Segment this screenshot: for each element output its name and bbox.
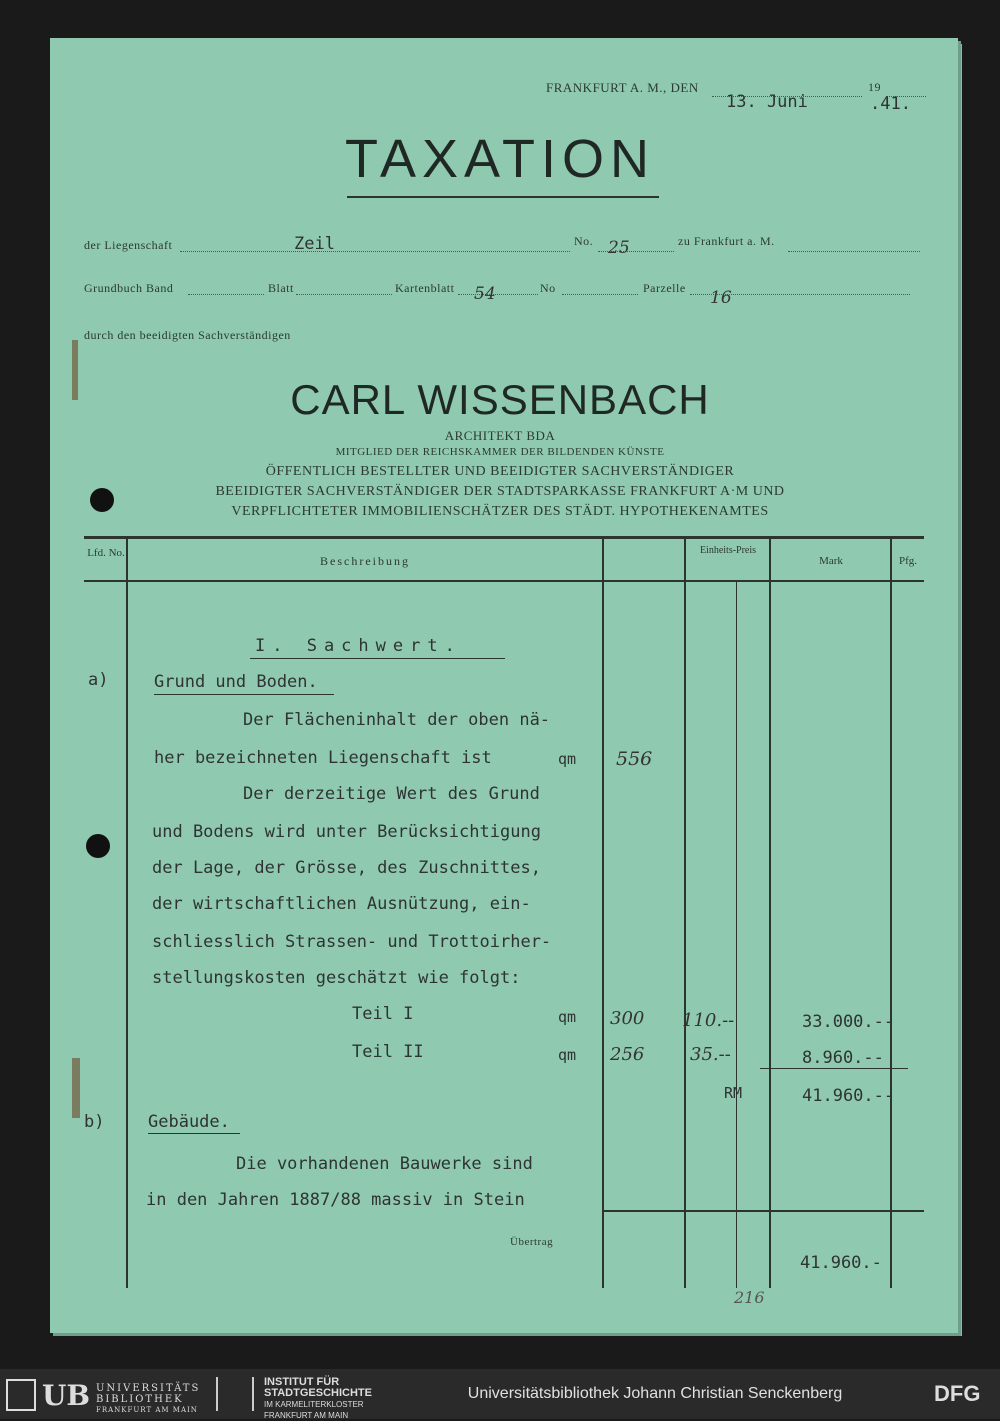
b-heading-underline	[148, 1133, 240, 1134]
letterhead-name: CARL WISSENBACH	[290, 376, 710, 423]
col-divider-2	[602, 538, 604, 1288]
no2-line	[562, 294, 638, 295]
a-heading: Grund und Boden.	[154, 672, 318, 692]
kartenblatt-value: 54	[474, 284, 496, 304]
col-header-lfd: Lfd. No.	[87, 547, 125, 559]
letterhead-line4: BEEIDIGTER SACHVERSTÄNDIGER DER STADTSPARKASSE FRANKFURT A·M UND	[215, 484, 785, 499]
liegenschaft-line	[180, 251, 570, 252]
letterhead-line3: ÖFFENTLICH BESTELLTER UND BEEIDIGTER SACHVERSTÄNDIGER	[265, 464, 735, 479]
teil2-label: Teil II	[352, 1042, 424, 1062]
b-text-line-2: in den Jahren 1887/88 massiv in Stein	[146, 1190, 525, 1210]
footer-bar	[0, 1369, 1000, 1419]
teil1-qm: 300	[610, 1008, 645, 1029]
date-value: 13. Juni	[726, 92, 808, 112]
parzelle-value: 16	[710, 288, 732, 308]
document-page	[50, 38, 958, 1333]
footer-institution-text[interactable]: Universitätsbibliothek Johann Christian Senckenberg	[467, 1385, 843, 1402]
staple-mark-bottom	[72, 1058, 80, 1118]
col-divider-3	[684, 538, 686, 1288]
teil2-unit: qm	[558, 1046, 577, 1064]
teil2-mark: 8.960.--	[802, 1048, 884, 1068]
ub-logo: UB	[42, 1379, 91, 1412]
blatt-label: Blatt	[268, 281, 294, 295]
punch-hole-bottom	[86, 834, 110, 858]
teil1-label: Teil I	[352, 1004, 414, 1024]
text-line-1: Der Flächeninhalt der oben nä-	[243, 710, 551, 730]
ub-name-line3: FRANKFURT AM MAIN	[96, 1406, 198, 1414]
text-line-5: der Lage, der Grösse, des Zuschnittes,	[152, 858, 541, 878]
text-line-3: Der derzeitige Wert des Grund	[243, 784, 540, 804]
no-value: 25	[608, 238, 630, 258]
parzelle-label: Parzelle	[643, 281, 686, 295]
b-text-line-1: Die vorhandenen Bauwerke sind	[236, 1154, 533, 1174]
teil1-price: 110.--	[682, 1010, 735, 1031]
no2-label: No	[540, 281, 556, 295]
liegenschaft-label: der Liegenschaft	[84, 238, 173, 252]
blatt-line	[296, 294, 392, 295]
ub-name-line1: UNIVERSITÄTS	[96, 1383, 201, 1394]
grundbuch-label: Grundbuch Band	[84, 281, 174, 295]
isg-line3: IM KARMELITERKLOSTER	[264, 1400, 364, 1409]
uebertrag-label: Übertrag	[510, 1236, 554, 1248]
grundbuch-line	[188, 294, 264, 295]
isg-arch-icon	[216, 1377, 254, 1411]
teil2-price: 35.--	[690, 1044, 731, 1065]
isg-line1: INSTITUT FÜR	[264, 1376, 340, 1388]
letterhead-line1: ARCHITEKT BDA	[444, 428, 556, 443]
no-label: No.	[574, 234, 594, 248]
place-date-label: FRANKFURT A. M., DEN	[546, 80, 699, 95]
table-top-rule	[84, 536, 924, 539]
uebertrag-value: 41.960.-	[800, 1253, 882, 1273]
dfg-logo: DFG	[934, 1381, 981, 1406]
subtotal-rule	[760, 1068, 908, 1069]
col-header-einheitspreis: Einheits-Preis	[699, 545, 757, 556]
year-prefix: 19	[868, 80, 881, 94]
table-header-rule	[84, 580, 924, 582]
teil1-mark: 33.000.--	[802, 1012, 895, 1032]
letterhead-line5: VERPFLICHTETER IMMOBILIENSCHÄTZER DES STÄDT. HYPOTHEKENAMTES	[231, 504, 769, 519]
col-header-beschreibung: Beschreibung	[320, 554, 410, 568]
document-title: TAXATION	[344, 129, 655, 189]
text-line-7: schliesslich Strassen- und Trottoirher-	[152, 932, 552, 952]
section-title: I. Sachwert.	[255, 636, 462, 656]
b-label: b)	[84, 1112, 105, 1132]
liegenschaft-value: Zeil	[294, 234, 335, 254]
col-divider-3b	[736, 582, 737, 1288]
ub-crest-icon	[6, 1379, 36, 1411]
kartenblatt-label: Kartenblatt	[395, 281, 455, 295]
teil2-qm: 256	[610, 1044, 645, 1065]
punch-hole-top	[90, 488, 114, 512]
col-divider-4	[769, 538, 771, 1288]
line2-unit: qm	[558, 750, 577, 768]
section-title-underline	[250, 658, 505, 659]
b-heading: Gebäude.	[148, 1112, 230, 1132]
col-header-mark: Mark	[819, 555, 843, 567]
ub-name	[96, 1383, 200, 1416]
ub-name-line2: BIBLIOTHEK	[96, 1394, 184, 1405]
text-line-2: her bezeichneten Liegenschaft ist	[154, 748, 492, 768]
text-line-6: der wirtschaftlichen Ausnützung, ein-	[152, 894, 531, 914]
title-underline	[347, 196, 659, 198]
isg-name	[264, 1377, 372, 1421]
a-label: a)	[88, 670, 109, 690]
isg-line2: STADTGESCHICHTE	[264, 1387, 372, 1399]
city-line	[788, 251, 920, 252]
text-line-8: stellungskosten geschätzt wie folgt:	[152, 968, 521, 988]
total-mark: 41.960.--	[802, 1086, 895, 1106]
text-line-4: und Bodens wird unter Berücksichtigung	[152, 822, 541, 842]
a-heading-underline	[154, 694, 334, 695]
city-label: zu Frankfurt a. M.	[678, 234, 775, 248]
staple-mark-top	[72, 340, 78, 400]
kartenblatt-line	[458, 294, 538, 295]
col-divider-5	[890, 538, 892, 1288]
page-mark: 216	[734, 1288, 765, 1307]
durch-label: durch den beeidigten Sachverständigen	[84, 328, 291, 342]
total-unit: RM	[724, 1084, 743, 1102]
teil1-unit: qm	[558, 1008, 577, 1026]
uebertrag-rule	[604, 1210, 924, 1212]
year-value: .41.	[870, 94, 911, 114]
isg-line4: FRANKFURT AM MAIN	[264, 1411, 349, 1420]
col-header-pfg: Pfg.	[898, 555, 918, 567]
letterhead-line2: MITGLIED DER REICHSKAMMER DER BILDENDEN KÜNSTE	[335, 446, 665, 458]
line2-amount: 556	[616, 748, 653, 770]
col-divider-1	[126, 538, 128, 1288]
